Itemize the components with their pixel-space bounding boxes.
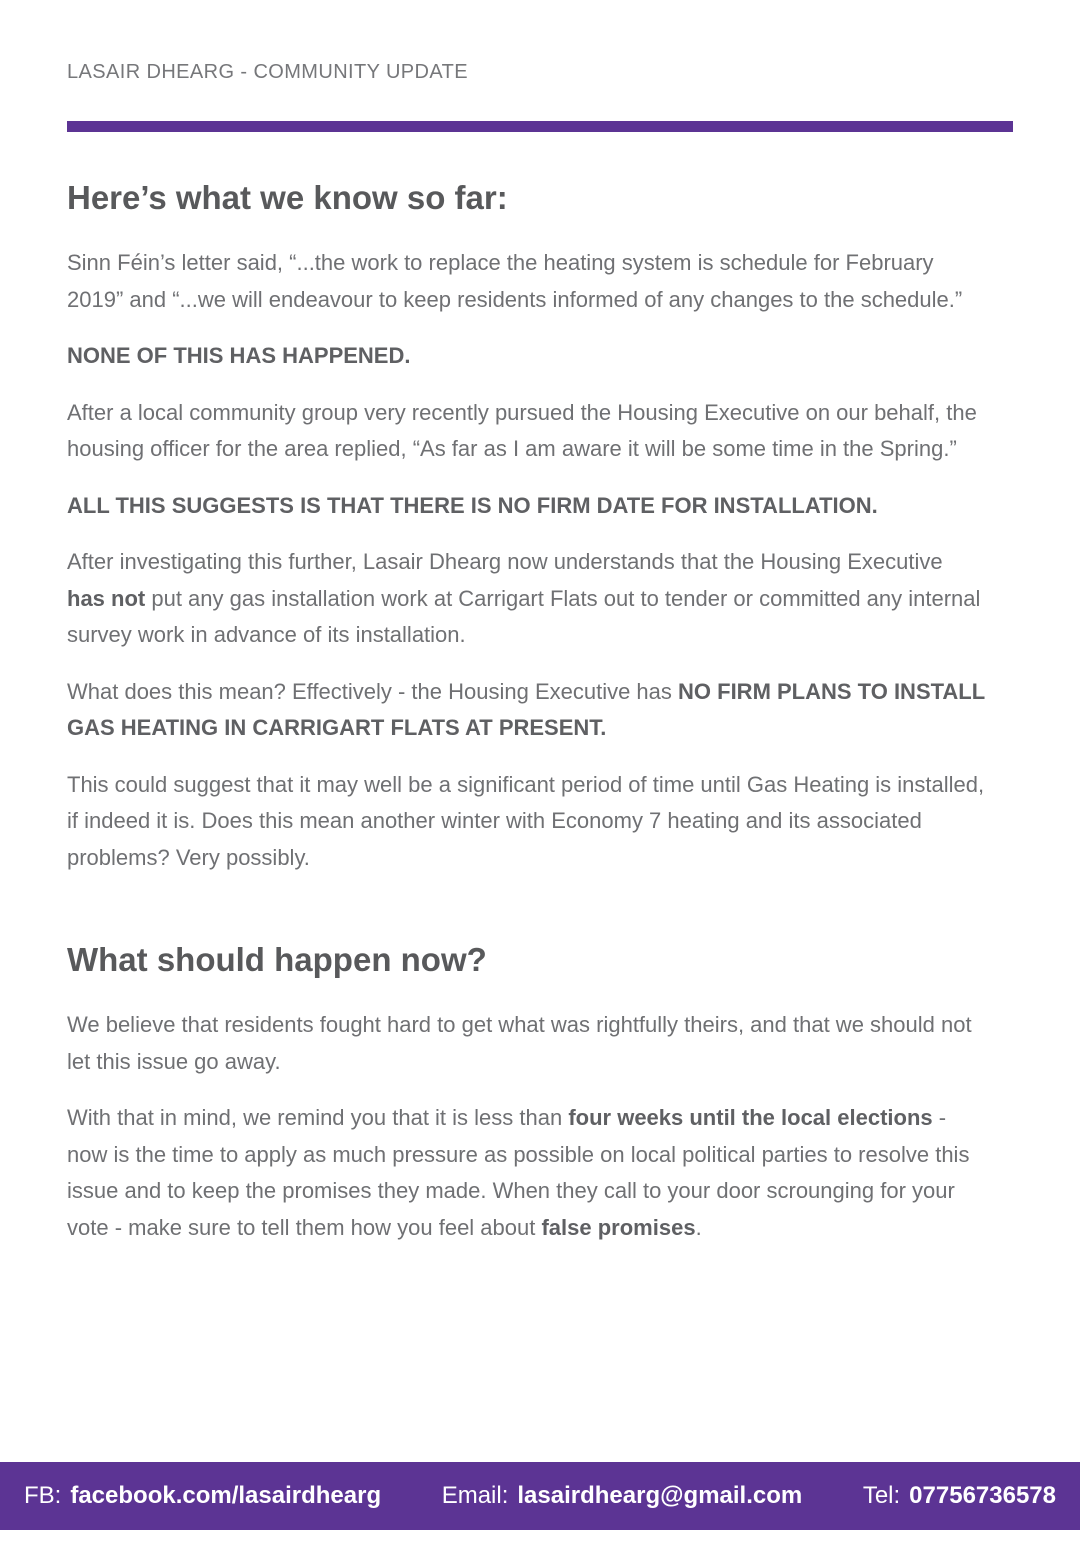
text-run: After a local community group very recently pursued the Housing Executive on our behalf, the housing officer for the area replied, “As far as I am aware it will be some time in the Spring.” (67, 399, 977, 461)
footer-facebook-value: facebook.com/lasairdhearg (70, 1482, 382, 1509)
footer-bar (0, 1462, 1080, 1530)
footer-email-label: Email: (441, 1482, 509, 1509)
bold-text-run: ALL THIS SUGGESTS IS THAT THERE IS NO FIRM DATE FOR INSTALLATION. (67, 492, 878, 518)
text-run: put any gas installation work at Carrigart Flats out to tender or committed any internal survey work in advance of its installation. (67, 585, 981, 647)
bold-text-run: NONE OF THIS HAS HAPPENED. (67, 343, 411, 368)
text-run: - now is the time to apply as much pressure as possible on local political parties to resolve this issue and to keep the promises they made. When they call to your door scrounging for your vote - make sure to tell them how you feel about (67, 1105, 970, 1240)
text-run: With that in mind, we remind you that it is less than (67, 1105, 569, 1130)
paragraph-residents-fought (67, 1007, 985, 1080)
emphasis-line-none-happened (67, 338, 985, 375)
section-heading-what-should-happen: What should happen now? (67, 941, 487, 978)
paragraph-sinn-fein-letter (67, 245, 985, 318)
text-run: This could suggest that it may well be a significant period of time until Gas Heating is installed, if indeed it is. Does this mean another winter with Economy 7 heating and its associated problems? Very possibly. (67, 771, 985, 870)
footer-email-value: lasairdhearg@gmail.com (517, 1482, 803, 1509)
text-run: After investigating this further, Lasair Dhearg now understands that the Housing Executive (67, 549, 943, 574)
accent-rule (67, 121, 1013, 132)
footer-phone-label: Tel: (862, 1482, 901, 1509)
footer-email (442, 1482, 803, 1510)
text-run: Sinn Féin’s letter said, “...the work to replace the heating system is schedule for February 2019” and “...we will endeavour to keep residents informed of any changes to the schedule.” (67, 250, 963, 312)
paragraph-community-group (67, 395, 985, 468)
section-heading-what-we-know: Here’s what we know so far: (67, 179, 508, 216)
text-run: What does this mean? Effectively - the Housing Executive has (67, 678, 679, 704)
bold-text-run: has not (67, 585, 146, 611)
paragraph-no-firm-plans (67, 674, 985, 747)
document-kicker: LASAIR DHEARG - COMMUNITY UPDATE (67, 61, 468, 83)
footer-phone-value: 07756736578 (909, 1482, 1056, 1509)
bold-text-run: four weeks until the local elections (568, 1105, 933, 1130)
bold-text-run: false promises (541, 1214, 696, 1240)
text-run: We believe that residents fought hard to get what was rightfully theirs, and that we should not let this issue go away. (67, 1012, 972, 1074)
paragraph-elections-reminder (67, 1100, 985, 1246)
footer-phone (863, 1482, 1056, 1510)
footer-facebook (24, 1482, 381, 1510)
emphasis-line-no-firm-date (67, 488, 985, 525)
paragraph-investigation (67, 544, 985, 654)
paragraph-significant-period (67, 767, 985, 877)
footer-facebook-label: FB: (24, 1482, 62, 1509)
bold-text-run: NO FIRM PLANS TO INSTALL GAS HEATING IN CARRIGART FLATS AT PRESENT. (67, 678, 985, 740)
text-run: . (695, 1214, 702, 1240)
